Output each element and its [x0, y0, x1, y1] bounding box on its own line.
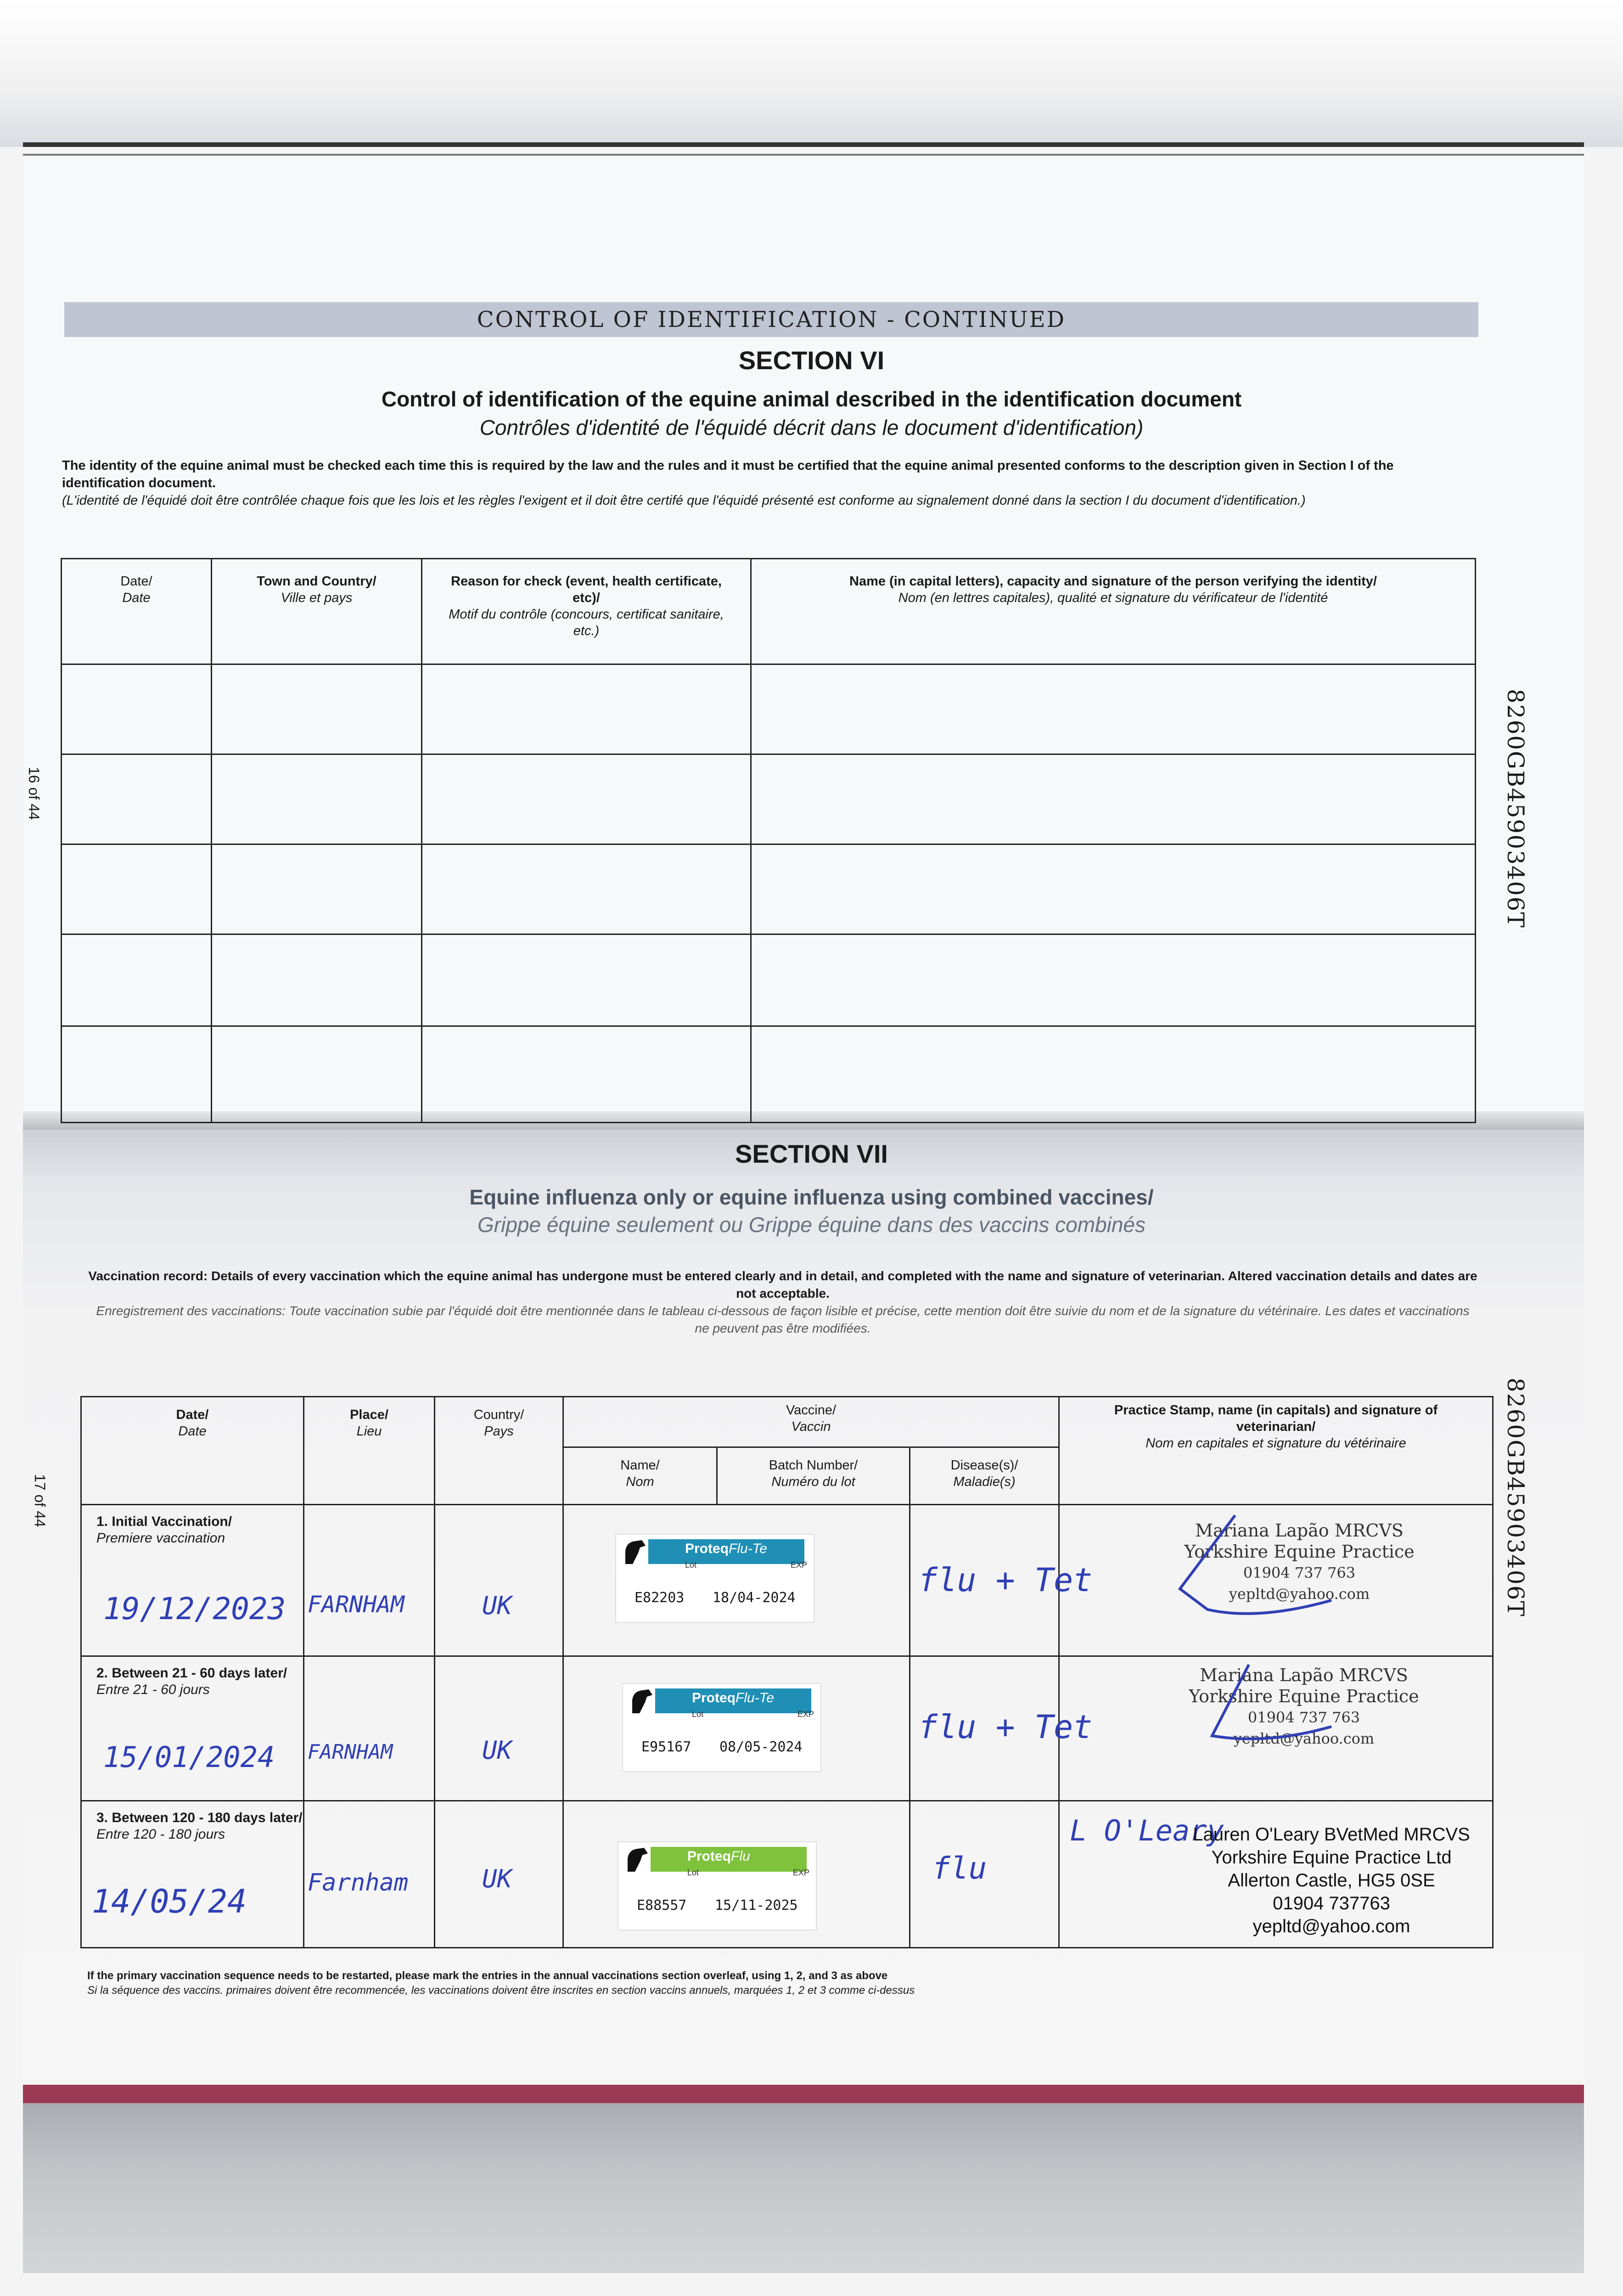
horse-logo-icon [622, 1537, 649, 1565]
row1-label-fr: Premiere vaccination [96, 1531, 225, 1546]
table-cell[interactable] [422, 934, 751, 1026]
row3-date: 14/05/24 [92, 1883, 247, 1920]
stamp-line: Mariana Lapão MRCVS [1200, 1665, 1408, 1685]
page-number-lower: 17 of 44 [32, 1474, 48, 1527]
header-date-fr: Date [122, 591, 151, 605]
row3-label-fr: Entre 120 - 180 jours [96, 1827, 225, 1842]
row2-date: 15/01/2024 [103, 1740, 275, 1774]
row2-label-en: 2. Between 21 - 60 days later/ [96, 1666, 287, 1681]
table-cell[interactable] [212, 754, 422, 844]
header-vdate [81, 1397, 304, 1505]
table-cell[interactable] [751, 934, 1476, 1026]
section6-subtitle-fr: Contrôles d'identité de l'équidé décrit dans le document d'identification) [479, 416, 1144, 439]
sticker-brand [685, 1541, 767, 1557]
section-banner: CONTROL OF IDENTIFICATION - CONTINUED [64, 302, 1478, 337]
row2-expiry: 08/05-2024 [719, 1739, 803, 1755]
row1-country: UK [482, 1591, 512, 1620]
stamp-line: Mariana Lapão MRCVS [1195, 1520, 1404, 1541]
side-id-upper: 8260GB45903406T [1502, 689, 1529, 929]
row3-label-cell [81, 1801, 304, 1948]
section7-title: SECTION VII [735, 1139, 888, 1168]
stamp-line: yepltd@yahoo.com [1233, 1730, 1375, 1747]
scan-top-edge [0, 0, 1623, 147]
horse-logo-icon [629, 1687, 656, 1714]
table-cell[interactable] [751, 754, 1476, 844]
table-cell[interactable] [422, 1026, 751, 1123]
header-vname-en: Name/ [620, 1458, 660, 1473]
side-id-lower: 8260GB45903406T [1502, 1378, 1529, 1617]
row3-batch: E88557 [637, 1897, 687, 1913]
page-number-upper: 16 of 44 [26, 767, 42, 820]
section7-intro-fr: Enregistrement des vaccinations: Toute vaccination subie par l'équidé doit être mentionnée dans le tableau ci-dessous de façon lisible et précise, cette mention doit être suivie du nom et de la signature du vétérinaire. Les dates et vaccinations ne peuvent pas être modifiées. [96, 1304, 1470, 1335]
row1-place-cell[interactable] [304, 1505, 435, 1656]
row2-disease: flu + Tet [918, 1708, 1093, 1746]
footnote-fr: Si la séquence des vaccins. primaires doivent être recommencée, les vaccinations doivent être inscrites en section vaccins annuels, marquées 1, 2 et 3 comme ci-dessus [87, 1984, 915, 1997]
table-cell[interactable] [62, 934, 212, 1026]
sticker-lot-label: Lot [692, 1710, 704, 1719]
stamp-line: 01904 737 763 [1247, 1709, 1360, 1726]
row2-country: UK [482, 1736, 512, 1765]
row3-sticker [618, 1841, 817, 1930]
sticker-exp-label: EXP [793, 1868, 810, 1877]
stamp-line: Allerton Castle, HG5 0SE [1228, 1870, 1435, 1891]
row3-country: UK [482, 1864, 512, 1893]
section7-intro [87, 1267, 1478, 1337]
sticker-brand-suffix: Flu [731, 1849, 750, 1864]
sticker-brand-suffix: Flu-Te [736, 1690, 774, 1705]
row1-disease: flu + Tet [918, 1561, 1093, 1599]
header-place-en: Place/ [350, 1407, 388, 1422]
horse-logo-icon [624, 1845, 651, 1873]
header-disease [910, 1447, 1059, 1505]
row2-place-cell[interactable] [304, 1656, 435, 1801]
table-cell[interactable] [212, 1026, 422, 1123]
header-country-fr: Pays [484, 1424, 514, 1439]
sticker-exp-label: EXP [797, 1710, 814, 1719]
row3-expiry: 15/11-2025 [715, 1897, 798, 1913]
table-cell[interactable] [62, 664, 212, 754]
table-cell[interactable] [751, 844, 1476, 934]
sticker-brand-name: Proteq [685, 1541, 729, 1556]
section7-subtitle-fr: Grippe équine seulement ou Grippe équine dans des vaccins combinés [477, 1213, 1146, 1237]
sticker-brand-suffix: Flu-Te [729, 1541, 767, 1556]
header-town [212, 559, 422, 664]
bottom-scan-edge [23, 2103, 1584, 2273]
header-stamp-en: Practice Stamp, name (in capitals) and signature of veterinarian/ [1114, 1403, 1438, 1434]
header-batch-en: Batch Number/ [769, 1458, 858, 1473]
stamp-line: Yorkshire Equine Practice Ltd [1211, 1847, 1452, 1868]
table-cell[interactable] [751, 664, 1476, 754]
row2-sticker [622, 1683, 821, 1772]
table-cell[interactable] [62, 1026, 212, 1123]
section7-subtitle-en: Equine influenza only or equine influenza using combined vaccines/ [469, 1185, 1154, 1209]
header-batch-fr: Numéro du lot [771, 1474, 855, 1489]
row2-label-cell [81, 1656, 304, 1801]
header-vname [563, 1447, 717, 1505]
table-cell[interactable] [62, 844, 212, 934]
row1-batch: E82203 [635, 1590, 685, 1606]
section6-subtitle-en: Control of identification of the equine animal described in the identification document [381, 387, 1242, 411]
header-reason-fr: Motif du contrôle (concours, certificat sanitaire, etc.) [449, 607, 724, 638]
header-vdate-en: Date/ [176, 1407, 209, 1422]
row1-country-cell[interactable] [435, 1505, 563, 1656]
header-vaccine-fr: Vaccin [791, 1419, 831, 1434]
row1-place: FARNHAM [308, 1591, 404, 1618]
section6-title: SECTION VI [738, 346, 885, 375]
sticker-brand [687, 1849, 750, 1864]
sticker-lot-label: Lot [687, 1868, 699, 1877]
row2-label-fr: Entre 21 - 60 jours [96, 1682, 210, 1697]
row2-batch: E95167 [641, 1739, 691, 1755]
stamp-line: 01904 737 763 [1243, 1564, 1356, 1581]
row1-label-cell [81, 1505, 304, 1656]
row3-label-en: 3. Between 120 - 180 days later/ [96, 1810, 303, 1825]
header-place-fr: Lieu [356, 1424, 382, 1439]
header-disease-fr: Maladie(s) [953, 1474, 1016, 1489]
header-vaccine [563, 1397, 1059, 1447]
header-reason-en: Reason for check (event, health certificate, etc)/ [451, 574, 722, 605]
stamp-line: Yorkshire Equine Practice [1189, 1686, 1419, 1706]
row2-signature-scribble-icon [1148, 1658, 1377, 1754]
table-cell[interactable] [751, 1026, 1476, 1123]
section7-intro-label: Vaccination record: [88, 1269, 208, 1283]
row1-label-en: 1. Initial Vaccination/ [96, 1514, 232, 1529]
section6-intro [62, 457, 1471, 509]
header-verifier [751, 559, 1476, 664]
footnote-en: If the primary vaccination sequence needs to be restarted, please mark the entries in the annual vaccinations section overleaf, using 1, 2, and 3 as above [87, 1970, 888, 1982]
sticker-brand-name: Proteq [687, 1849, 731, 1864]
section6-intro-en: The identity of the equine animal must be checked each time this is required by the law and the rules and it must be certified that the equine animal presented conforms to the description given in Section I of the identification document. [62, 458, 1394, 490]
row1-date: 19/12/2023 [103, 1591, 286, 1626]
stamp-line: yepltd@yahoo.com [1229, 1585, 1370, 1603]
stamp-line: Yorkshire Equine Practice [1184, 1542, 1415, 1562]
header-batch [717, 1447, 910, 1505]
header-reason [422, 559, 751, 664]
stamp-line: Lauren O'Leary BVetMed MRCVS [1193, 1824, 1470, 1845]
stamp-line: yepltd@yahoo.com [1252, 1916, 1410, 1936]
header-town-fr: Ville et pays [281, 591, 353, 605]
row3-place: Farnham [308, 1869, 409, 1896]
row3-signature: L O'Leary [1070, 1814, 1224, 1847]
header-disease-en: Disease(s)/ [950, 1458, 1018, 1473]
table-cell[interactable] [212, 664, 422, 754]
sticker-lot-label: Lot [685, 1560, 697, 1570]
table-cell[interactable] [212, 934, 422, 1026]
header-verifier-en: Name (in capital letters), capacity and signature of the person verifying the identity/ [849, 574, 1377, 589]
section6-intro-fr: (L'identité de l'équidé doit être contrôlée chaque fois que les lois et les règles l'exigent et il doit être certifé que l'équidé présenté est conforme au signalement donné dans la section I du document d'identification.) [62, 493, 1306, 508]
row3-stamp [1166, 1823, 1497, 1938]
stamp-line: 01904 737763 [1273, 1893, 1390, 1913]
header-country-en: Country/ [473, 1407, 524, 1422]
section7-intro-en: Details of every vaccination which the equine animal has undergone must be entered clearly and in detail, and completed with the name and signature of veterinarian. Altered vaccination details and dates are not acceptable. [211, 1269, 1477, 1300]
header-vaccine-en: Vaccine/ [786, 1403, 837, 1418]
row2-country-cell[interactable] [435, 1656, 563, 1801]
header-stamp [1059, 1397, 1493, 1505]
table-cell[interactable] [422, 664, 751, 754]
header-vdate-fr: Date [178, 1424, 207, 1439]
header-date-en: Date/ [120, 574, 152, 589]
sticker-brand-name: Proteq [692, 1690, 736, 1705]
header-country [435, 1397, 563, 1505]
header-town-en: Town and Country/ [257, 574, 376, 589]
header-date [62, 559, 212, 664]
row1-sticker [615, 1534, 814, 1623]
sticker-exp-label: EXP [791, 1560, 808, 1570]
row2-place: FARNHAM [308, 1740, 393, 1764]
top-rule [23, 142, 1584, 147]
identity-check-table [61, 558, 1476, 1123]
header-stamp-fr: Nom en capitales et signature du vétérinaire [1146, 1436, 1406, 1451]
table-cell[interactable] [212, 844, 422, 934]
header-vname-fr: Nom [626, 1474, 654, 1489]
table-cell[interactable] [62, 754, 212, 844]
row1-signature-scribble-icon [1139, 1506, 1368, 1626]
row1-expiry: 18/04-2024 [713, 1590, 796, 1606]
row3-disease: flu [932, 1851, 987, 1886]
sticker-brand [692, 1690, 774, 1706]
bottom-color-bar [23, 2085, 1584, 2103]
header-verifier-fr: Nom (en lettres capitales), qualité et signature du vérificateur de l'identité [898, 591, 1328, 605]
header-place [304, 1397, 435, 1505]
footnote [87, 1969, 1465, 1998]
table-cell[interactable] [422, 754, 751, 844]
table-cell[interactable] [422, 844, 751, 934]
